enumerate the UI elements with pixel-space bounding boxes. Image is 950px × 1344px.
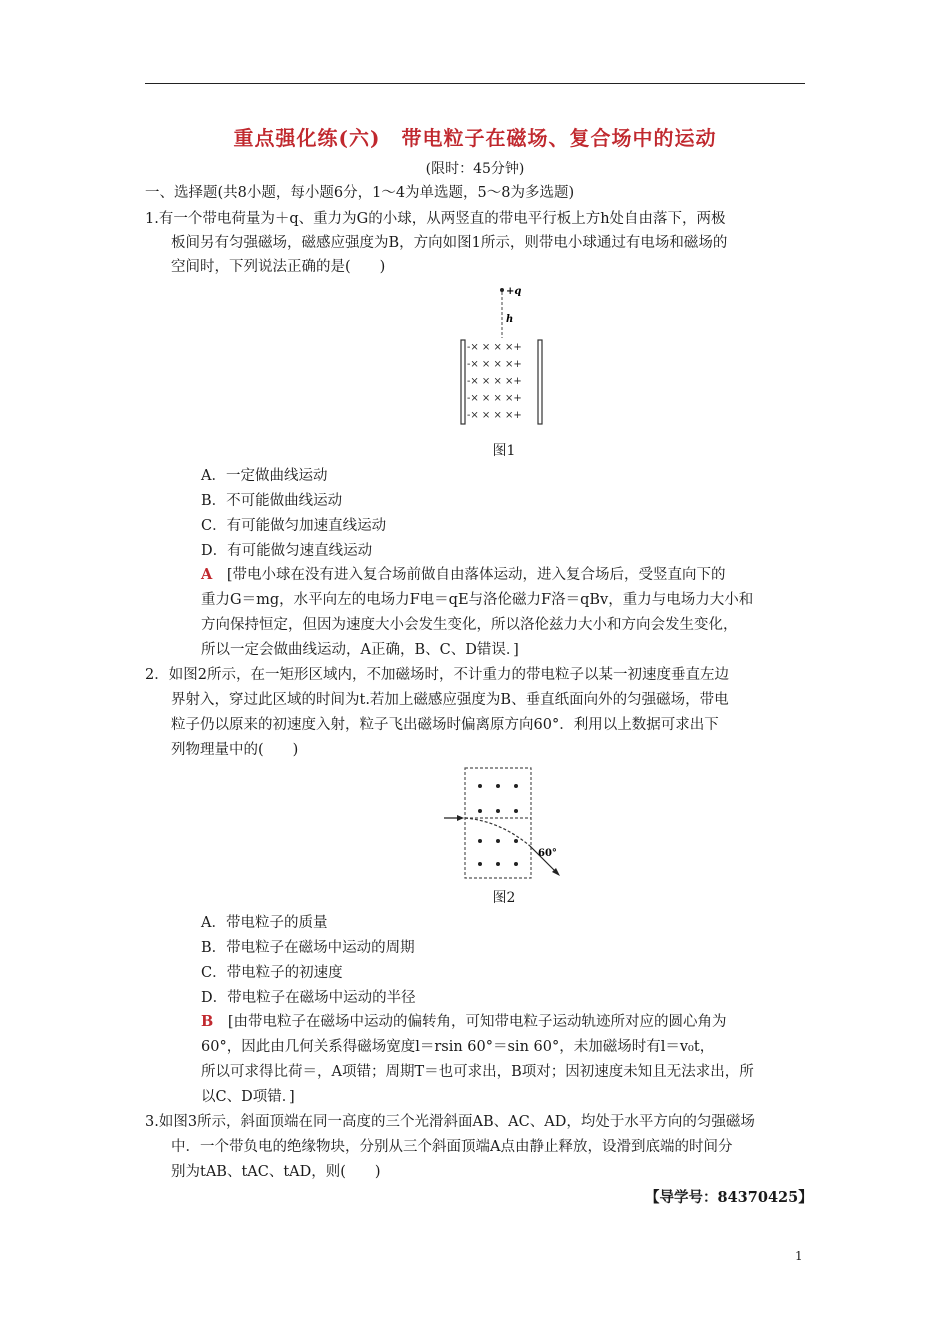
time-limit: (限时：45分钟) (425, 161, 525, 177)
svg-text:-× × × ×+: -× × × ×+ (467, 342, 522, 353)
q1-explanation-4: 所以一定会做曲线运动，A正确，B、C、D错误．] (201, 642, 519, 658)
q1-option-a: A．一定做曲线运动 (201, 468, 328, 484)
page-title: 重点强化练(六) 带电粒子在磁场、复合场中的运动 (233, 126, 717, 150)
q1-answer-letter: A (201, 566, 213, 583)
figure-1-charge-label: +q (506, 286, 522, 297)
q2-explanation-4: 以C、D项错．] (201, 1089, 295, 1105)
figure-2-caption: 图2 (492, 890, 516, 906)
q2-option-d: D．带电粒子在磁场中运动的半径 (201, 990, 416, 1006)
svg-text:-× × × ×+: -× × × ×+ (467, 376, 522, 387)
q2-option-a: A．带电粒子的质量 (201, 915, 328, 931)
q2-option-b: B．带电粒子在磁场中运动的周期 (201, 940, 415, 956)
figure-1-caption: 图1 (492, 443, 516, 459)
q2-answer-line-1 (201, 1012, 727, 1032)
q2-explanation-3: 所以可求得比荷＝，A项错；周期T＝也可求出，B项对；因初速度未知且无法求出，所 (201, 1064, 754, 1080)
figure-1-diagram (450, 280, 560, 430)
q2-line-2: 界射入，穿过此区域的时间为t.若加上磁感应强度为B、垂直纸面向外的匀强磁场，带电 (171, 692, 729, 708)
q2-explanation-1: [由带电粒子在磁场中运动的偏转角，可知带电粒子运动轨迹所对应的圆心角为 (227, 1014, 727, 1030)
q1-line-2: 板间另有匀强磁场，磁感应强度为B，方向如图1所示，则带电小球通过有电场和磁场的 (171, 235, 728, 251)
q1-option-c: C．有可能做匀加速直线运动 (201, 518, 387, 534)
figure-1-height-label: h (506, 314, 514, 325)
guide-number: 【导学号：84370425】 (645, 1189, 813, 1206)
figure-2-angle-label: 60° (538, 848, 557, 859)
q2-line-3: 粒子仍以原来的初速度入射，粒子飞出磁场时偏离原方向60°．利用以上数据可求出下 (171, 717, 719, 733)
q2-line-1: 2．如图2所示，在一矩形区域内，不加磁场时，不计重力的带电粒子以某一初速度垂直左边 (145, 667, 729, 683)
q1-option-d: D．有可能做匀速直线运动 (201, 543, 373, 559)
q3-line-3: 别为tAB、tAC、tAD，则( ) (171, 1164, 381, 1180)
q3-line-2: 中．一个带负电的绝缘物块，分别从三个斜面顶端A点由静止释放，设滑到底端的时间分 (171, 1139, 733, 1155)
q3-line-1: 3.如图3所示，斜面顶端在同一高度的三个光滑斜面AB、AC、AD，均处于水平方向的匀强磁场 (145, 1114, 755, 1130)
section-heading: 一、选择题(共8小题，每小题6分，1～4为单选题，5～8为多选题) (145, 185, 575, 201)
figure-2-diagram (440, 766, 570, 882)
svg-text:-× × × ×+: -× × × ×+ (467, 359, 522, 370)
q1-explanation-2: 重力G＝mg，水平向左的电场力F电＝qE与洛伦磁力F洛＝qBv，重力与电场力大小和 (201, 592, 754, 608)
page-number: 1 (795, 1249, 803, 1263)
q1-line-3: 空间时，下列说法正确的是( ) (171, 259, 386, 275)
q2-answer-letter: B (201, 1013, 214, 1030)
q1-explanation-1: [带电小球在没有进入复合场前做自由落体运动，进入复合场后，受竖直向下的 (226, 567, 726, 583)
q2-option-c: C．带电粒子的初速度 (201, 965, 343, 981)
q1-line-1: 1.有一个带电荷量为＋q、重力为G的小球，从两竖直的带电平行板上方h处自由落下，两极 (145, 211, 726, 227)
svg-text:-× × × ×+: -× × × ×+ (467, 393, 522, 404)
q2-line-4: 列物理量中的( ) (171, 742, 299, 758)
header-rule (145, 83, 805, 84)
q2-explanation-2: 60°，因此由几何关系得磁场宽度l＝rsin 60°＝sin 60°，未加磁场时有l＝v₀t， (201, 1039, 715, 1055)
q1-option-b: B．不可能做曲线运动 (201, 493, 343, 509)
svg-text:-× × × ×+: -× × × ×+ (467, 410, 522, 421)
q1-answer-line-1 (201, 565, 726, 585)
q1-explanation-3: 方向保持恒定，但因为速度大小会发生变化，所以洛伦兹力大小和方向会发生变化， (201, 617, 738, 633)
